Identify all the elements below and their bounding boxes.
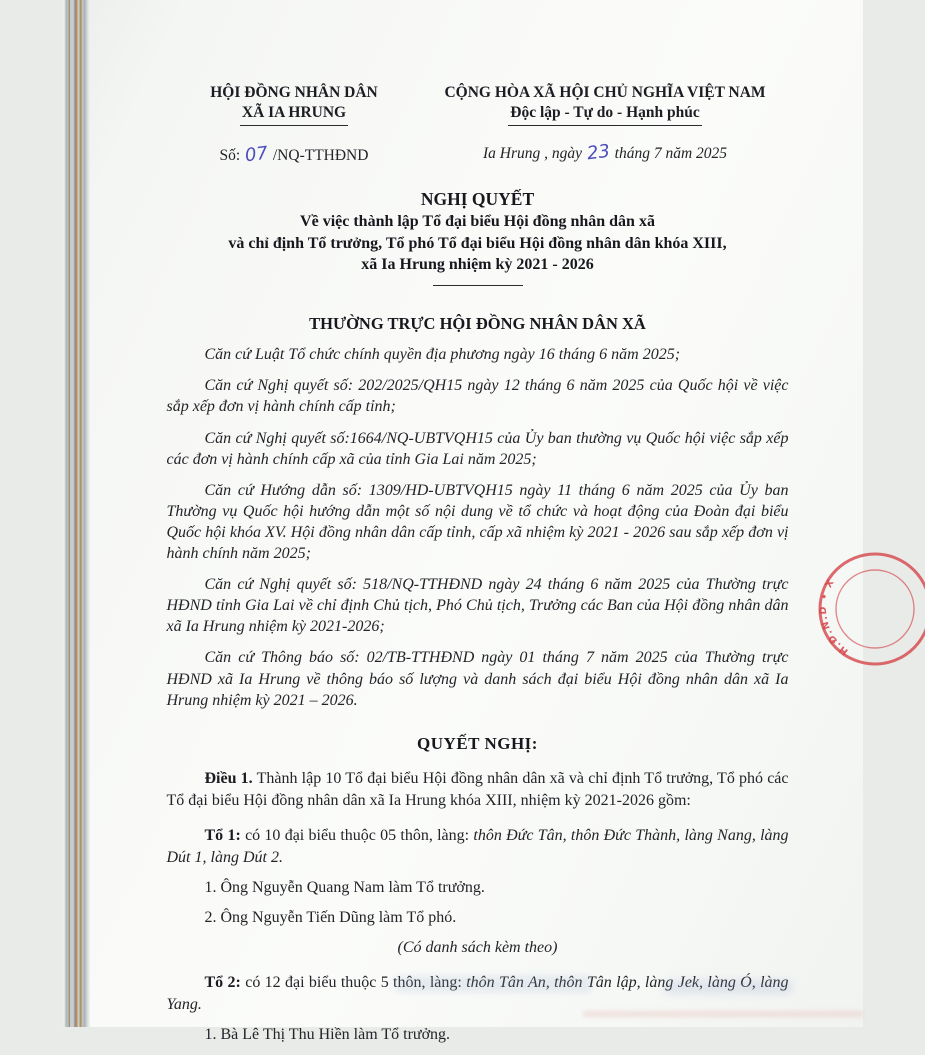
group-1-member: 1. Ông Nguyễn Quang Nam làm Tổ trưởng. [167, 878, 789, 899]
scan-bottom-edge-artifact [583, 1011, 863, 1017]
national-motto: Độc lập - Tự do - Hạnh phúc [508, 104, 701, 126]
article-1-label: Điều 1. [205, 770, 253, 787]
date-day-handwritten: 23 [585, 139, 613, 165]
scanned-document-page [63, 0, 863, 1027]
preamble-paragraph: Căn cứ Thông báo số: 02/TB-TTHĐND ngày 01 tháng 7 năm 2025 của Thường trực HĐND xã Ia Hrung về thông báo số lượng và danh sách đại biểu Hội đồng nhân dân xã Ia Hrung nhiệm kỳ 2021 – 2026. [167, 647, 789, 710]
document-header [167, 84, 789, 166]
issuing-body-subname: XÃ IA HRUNG [240, 104, 348, 126]
stamp-text: H.Đ.N.D • X [817, 577, 850, 657]
document-number-handwritten: 07 [243, 141, 271, 167]
preamble-paragraph: Căn cứ Luật Tổ chức chính quyền địa phương ngày 16 tháng 6 năm 2025; [167, 344, 789, 365]
group-2-label: Tổ 2: [205, 974, 241, 991]
scan-bleed-artifact [393, 976, 593, 992]
document-title-block [167, 188, 789, 286]
issuing-body-name: HỘI ĐỒNG NHÂN DÂN [167, 84, 422, 103]
group-1-label: Tổ 1: [205, 827, 241, 844]
title-divider [433, 285, 523, 286]
document-subtitle-line3: xã Ia Hrung nhiệm kỳ 2021 - 2026 [167, 254, 789, 276]
document-type-title: NGHỊ QUYẾT [167, 188, 789, 211]
article-1-paragraph [167, 768, 789, 812]
scan-edge-artifact [63, 0, 90, 1027]
group-1-member: 2. Ông Nguyễn Tiến Dũng làm Tổ phó. [167, 908, 789, 929]
article-1-text: Thành lập 10 Tổ đại biểu Hội đồng nhân dân xã và chỉ định Tổ trưởng, Tổ phó các Tổ đại biểu Hội đồng nhân dân xã Ia Hrung khóa XIII, nhiệm kỳ 2021-2026 gồm: [167, 770, 789, 809]
document-content [167, 84, 789, 1055]
preamble-paragraph: Căn cứ Nghị quyết số: 202/2025/QH15 ngày 12 tháng 6 năm 2025 của Quốc hội về việc sắp xếp đơn vị hành chính cấp tỉnh; [167, 375, 789, 417]
group-1-text: có 10 đại biểu thuộc 05 thôn, làng: [245, 827, 469, 844]
date-prefix: Ia Hrung , ngày [483, 145, 582, 162]
issuer-heading: THƯỜNG TRỰC HỘI ĐỒNG NHÂN DÂN XÃ [167, 313, 789, 334]
national-title: CỘNG HÒA XÃ HỘI CHỦ NGHĨA VIỆT NAM [422, 84, 789, 103]
document-number-label: Số: [220, 147, 241, 164]
place-date-line [422, 141, 789, 164]
document-subtitle-line1: Về việc thành lập Tổ đại biểu Hội đồng nhân dân xã [167, 211, 789, 233]
group-2-villages: thôn Tân An, thôn Tân lập, làng Jek, làng Ó, làng Yang. [167, 974, 789, 1013]
group-2-member: 1. Bà Lê Thị Thu Hiền làm Tổ trưởng. [167, 1025, 789, 1046]
group-1-paragraph [167, 825, 789, 869]
national-header-block [422, 84, 789, 166]
issuing-body-block [167, 84, 422, 166]
document-subtitle-line2: và chỉ định Tổ trưởng, Tổ phó Tổ đại biểu Hội đồng nhân dân khóa XIII, [167, 233, 789, 255]
group-1-villages: thôn Đức Tân, thôn Đức Thành, làng Nang, làng Dút 1, làng Dút 2. [167, 827, 789, 866]
document-number-suffix: /NQ-TTHĐND [273, 147, 369, 164]
official-red-stamp [816, 546, 925, 676]
group-2-text: có 12 đại biểu thuộc 5 thôn, làng: [245, 974, 462, 991]
scan-bleed-artifact [663, 980, 793, 994]
svg-text:H.Đ.N.D • X [817, 577, 850, 657]
preamble-paragraph: Căn cứ Nghị quyết số:1664/NQ-UBTVQH15 của Ủy ban thường vụ Quốc hội việc sắp xếp các đơn vị hành chính cấp xã của tỉnh Gia Lai năm 2025; [167, 428, 789, 470]
attachment-note: (Có danh sách kèm theo) [167, 938, 789, 959]
preamble-paragraph: Căn cứ Hướng dẫn số: 1309/HD-UBTVQH15 ngày 11 tháng 6 năm 2025 của Ủy ban Thường vụ Quốc hội hướng dẫn một số nội dung về tổ chức và hoạt động của Đoàn đại biểu Quốc hội khóa XV. Hội đồng nhân dân cấp tỉnh, cấp xã nhiệm kỳ 2021 - 2026 sau sắp xếp đơn vị hành chính năm 2025; [167, 480, 789, 564]
resolution-heading: QUYẾT NGHỊ: [167, 733, 789, 755]
document-number-line [167, 143, 422, 166]
date-suffix: tháng 7 năm 2025 [615, 145, 727, 162]
preamble-paragraph: Căn cứ Nghị quyết số: 518/NQ-TTHĐND ngày 24 tháng 6 năm 2025 của Thường trực HĐND tỉnh Gia Lai về chỉ định Chủ tịch, Phó Chủ tịch, Trưởng các Ban của Hội đồng nhân dân xã Ia Hrung nhiệm kỳ 2021-2026; [167, 574, 789, 637]
